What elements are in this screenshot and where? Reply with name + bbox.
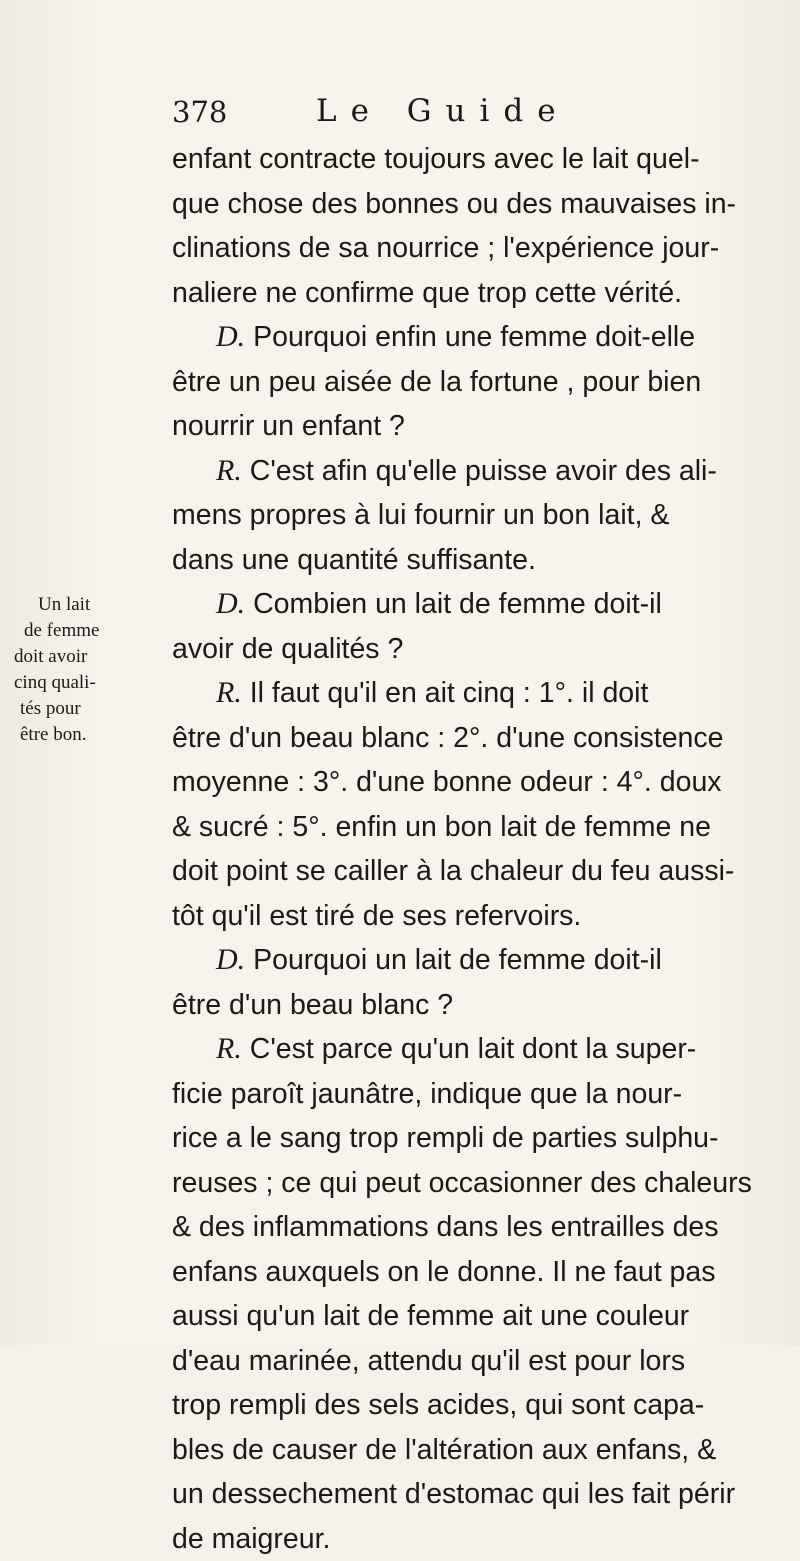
line-text: de maigreur. bbox=[172, 1523, 330, 1555]
text-line bbox=[172, 449, 758, 494]
text-line bbox=[172, 1250, 758, 1295]
line-text: nourrir un enfant ? bbox=[172, 410, 405, 442]
text-line bbox=[172, 627, 758, 672]
line-text: moyenne : 3°. d'une bonne odeur : 4°. doux bbox=[172, 766, 722, 798]
text-line bbox=[172, 582, 758, 627]
text-line bbox=[172, 182, 758, 227]
line-text: ficie paroît jaunâtre, indique que la nour- bbox=[172, 1078, 682, 1110]
paragraph bbox=[172, 1027, 758, 1561]
text-line bbox=[172, 671, 758, 716]
line-text: être un peu aisée de la fortune , pour bien bbox=[172, 366, 701, 398]
text-line bbox=[172, 493, 758, 538]
text-line bbox=[172, 1383, 758, 1428]
speaker-label: D. bbox=[216, 587, 245, 620]
margin-note-line: de femme bbox=[14, 618, 154, 644]
line-text: tôt qu'il est tiré de ses refervoirs. bbox=[172, 900, 581, 932]
margin-note-line: Un lait bbox=[14, 592, 154, 618]
text-line bbox=[172, 760, 758, 805]
line-text: Il faut qu'il en ait cinq : 1°. il doit bbox=[250, 677, 649, 709]
line-text: clinations de sa nourrice ; l'expérience jour- bbox=[172, 232, 719, 264]
line-text: Pourquoi enfin une femme doit-elle bbox=[253, 321, 695, 353]
line-text: rice a le sang trop rempli de parties sulphu- bbox=[172, 1122, 719, 1154]
paragraph bbox=[172, 449, 758, 583]
paragraph bbox=[172, 315, 758, 449]
text-line bbox=[172, 1339, 758, 1384]
margin-note-line: être bon. bbox=[14, 722, 154, 748]
speaker-label: R. bbox=[216, 676, 242, 709]
running-header bbox=[172, 93, 732, 133]
line-text: & des inflammations dans les entrailles des bbox=[172, 1211, 719, 1243]
line-text: C'est parce qu'un lait dont la super- bbox=[250, 1033, 697, 1065]
text-line bbox=[172, 137, 758, 182]
speaker-label: D. bbox=[216, 320, 245, 353]
line-text: Combien un lait de femme doit-il bbox=[253, 588, 662, 620]
line-text: mens propres à lui fournir un bon lait, & bbox=[172, 499, 669, 531]
line-text: d'eau marinée, attendu qu'il est pour lors bbox=[172, 1345, 685, 1377]
line-text: C'est afin qu'elle puisse avoir des ali- bbox=[250, 455, 717, 487]
line-text: un dessechement d'estomac qui les fait périr bbox=[172, 1478, 735, 1510]
running-title: Le Guide bbox=[316, 93, 570, 129]
speaker-label: R. bbox=[216, 1032, 242, 1065]
text-line bbox=[172, 1428, 758, 1473]
text-line bbox=[172, 1072, 758, 1117]
text-line bbox=[172, 1517, 758, 1561]
text-line bbox=[172, 315, 758, 360]
paragraph bbox=[172, 671, 758, 938]
line-text: être d'un beau blanc : 2°. d'une consistence bbox=[172, 722, 724, 754]
line-text: enfans auxquels on le donne. Il ne faut pas bbox=[172, 1256, 716, 1288]
text-line bbox=[172, 1116, 758, 1161]
line-text: avoir de qualités ? bbox=[172, 633, 403, 665]
text-line bbox=[172, 849, 758, 894]
margin-note bbox=[14, 592, 154, 748]
text-line bbox=[172, 938, 758, 983]
margin-note-line: tés pour bbox=[14, 696, 154, 722]
paragraph bbox=[172, 938, 758, 1027]
text-line bbox=[172, 360, 758, 405]
line-text: que chose des bonnes ou des mauvaises in- bbox=[172, 188, 736, 220]
text-line bbox=[172, 983, 758, 1028]
margin-note-line: doit avoir bbox=[14, 644, 154, 670]
text-line bbox=[172, 894, 758, 939]
text-line bbox=[172, 1205, 758, 1250]
text-line bbox=[172, 1161, 758, 1206]
text-line bbox=[172, 805, 758, 850]
line-text: aussi qu'un lait de femme ait une couleur bbox=[172, 1300, 689, 1332]
line-text: Pourquoi un lait de femme doit-il bbox=[253, 944, 662, 976]
speaker-label: R. bbox=[216, 454, 242, 487]
line-text: reuses ; ce qui peut occasionner des chaleurs bbox=[172, 1167, 752, 1199]
line-text: trop rempli des sels acides, qui sont capa- bbox=[172, 1389, 704, 1421]
paragraph bbox=[172, 137, 758, 315]
text-line bbox=[172, 1472, 758, 1517]
text-line bbox=[172, 404, 758, 449]
text-line bbox=[172, 226, 758, 271]
text-line bbox=[172, 1294, 758, 1339]
line-text: dans une quantité suffisante. bbox=[172, 544, 536, 576]
line-text: enfant contracte toujours avec le lait quel- bbox=[172, 143, 700, 175]
text-line bbox=[172, 538, 758, 583]
line-text: & sucré : 5°. enfin un bon lait de femme ne bbox=[172, 811, 711, 843]
text-line bbox=[172, 716, 758, 761]
page-number: 378 bbox=[172, 95, 227, 129]
paragraph bbox=[172, 582, 758, 671]
line-text: être d'un beau blanc ? bbox=[172, 989, 453, 1021]
text-line bbox=[172, 271, 758, 316]
body-text bbox=[172, 137, 758, 1561]
text-line bbox=[172, 1027, 758, 1072]
line-text: naliere ne confirme que trop cette vérité. bbox=[172, 277, 682, 309]
line-text: bles de causer de l'altération aux enfans, & bbox=[172, 1434, 716, 1466]
speaker-label: D. bbox=[216, 943, 245, 976]
margin-note-line: cinq quali- bbox=[14, 670, 154, 696]
line-text: doit point se cailler à la chaleur du feu aussi- bbox=[172, 855, 734, 887]
